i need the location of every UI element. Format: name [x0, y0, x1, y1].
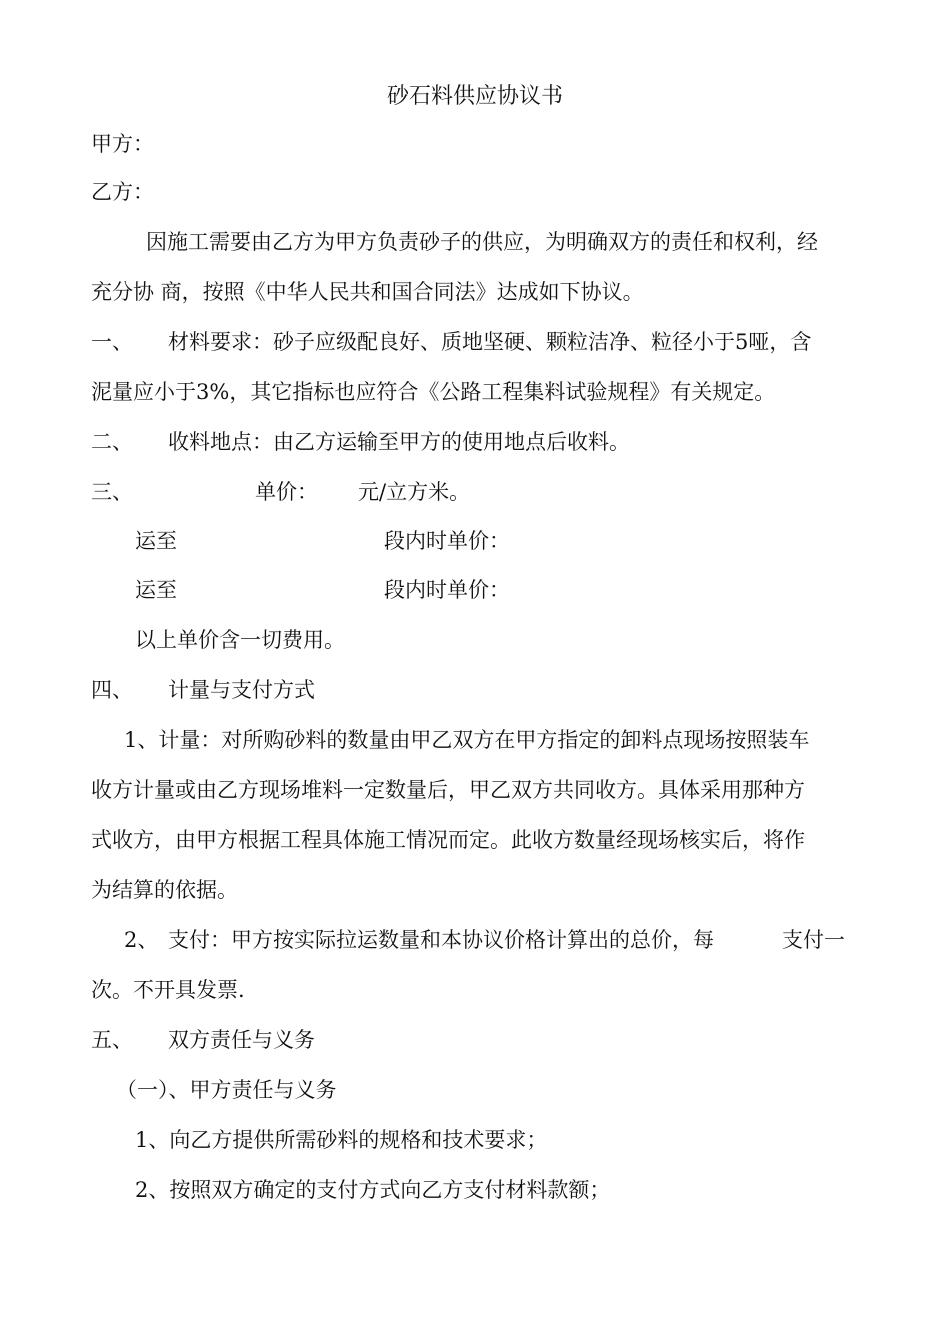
party-a-duty-2: 2、按照双方确定的支付方式向乙方支付材料款额； [135, 1178, 611, 1202]
intro-line-2: 充分协 商，按照《中华人民共和国合同法》达成如下协议。 [91, 280, 644, 304]
section-4-number: 四、 [91, 678, 133, 702]
measure-line-3: 式收方，由甲方根据工程具体施工情况而定。此收方数量经现场核实后，将作 [91, 828, 805, 852]
delivery-row-2-destination: 运至 [135, 578, 177, 602]
price-unit: 元/立方米。 [358, 480, 471, 504]
delivery-row-1-price: 段内时单价： [384, 529, 510, 553]
section-5-number: 五、 [91, 1028, 133, 1052]
measure-line-2: 收方计量或由乙方现场堆料一定数量后，甲乙双方共同收方。具体采用那种方 [91, 778, 805, 802]
party-b-label: 乙方： [91, 180, 154, 204]
delivery-row-1-destination: 运至 [135, 529, 177, 553]
section-2-number: 二、 [91, 430, 133, 454]
section-1-line-1: 材料要求：砂子应级配良好、质地坚硬、颗粒洁净、粒径小于5哑，含 [168, 330, 812, 354]
price-label: 单价： [255, 480, 318, 504]
price-note: 以上单价含一切费用。 [135, 628, 345, 652]
party-a-duty-1: 1、向乙方提供所需砂料的规格和技术要求； [135, 1128, 548, 1152]
section-1-number: 一、 [91, 330, 133, 354]
party-a-label: 甲方： [91, 132, 154, 156]
section-2-text: 收料地点：由乙方运输至甲方的使用地点后收料。 [168, 430, 630, 454]
section-3-number: 三、 [91, 480, 133, 504]
measure-line-4: 为结算的依据。 [91, 878, 238, 902]
measure-line-1: 1、计量：对所购砂料的数量由甲乙双方在甲方指定的卸料点现场按照装车 [124, 728, 810, 752]
subsection-1-heading: （一）、甲方责任与义务 [116, 1078, 337, 1102]
section-5-heading: 双方责任与义务 [168, 1028, 315, 1052]
payment-line-2: 次。不开具发票. [91, 978, 245, 1002]
payment-number: 2、 [124, 928, 159, 952]
intro-line-1: 因施工需要由乙方为甲方负责砂子的供应，为明确双方的责任和权利，经 [146, 230, 818, 254]
document-title: 砂石料供应协议书 [386, 84, 563, 109]
section-4-heading: 计量与支付方式 [168, 678, 315, 702]
delivery-row-2-price: 段内时单价： [384, 578, 510, 602]
payment-line-1: 支付：甲方按实际拉运数量和本协议价格计算出的总价，每 [168, 928, 714, 952]
payment-line-1-end: 支付一 [782, 928, 845, 952]
section-1-line-2: 泥量应小于3%，其它指标也应符合《公路工程集料试验规程》有关规定。 [91, 380, 776, 404]
